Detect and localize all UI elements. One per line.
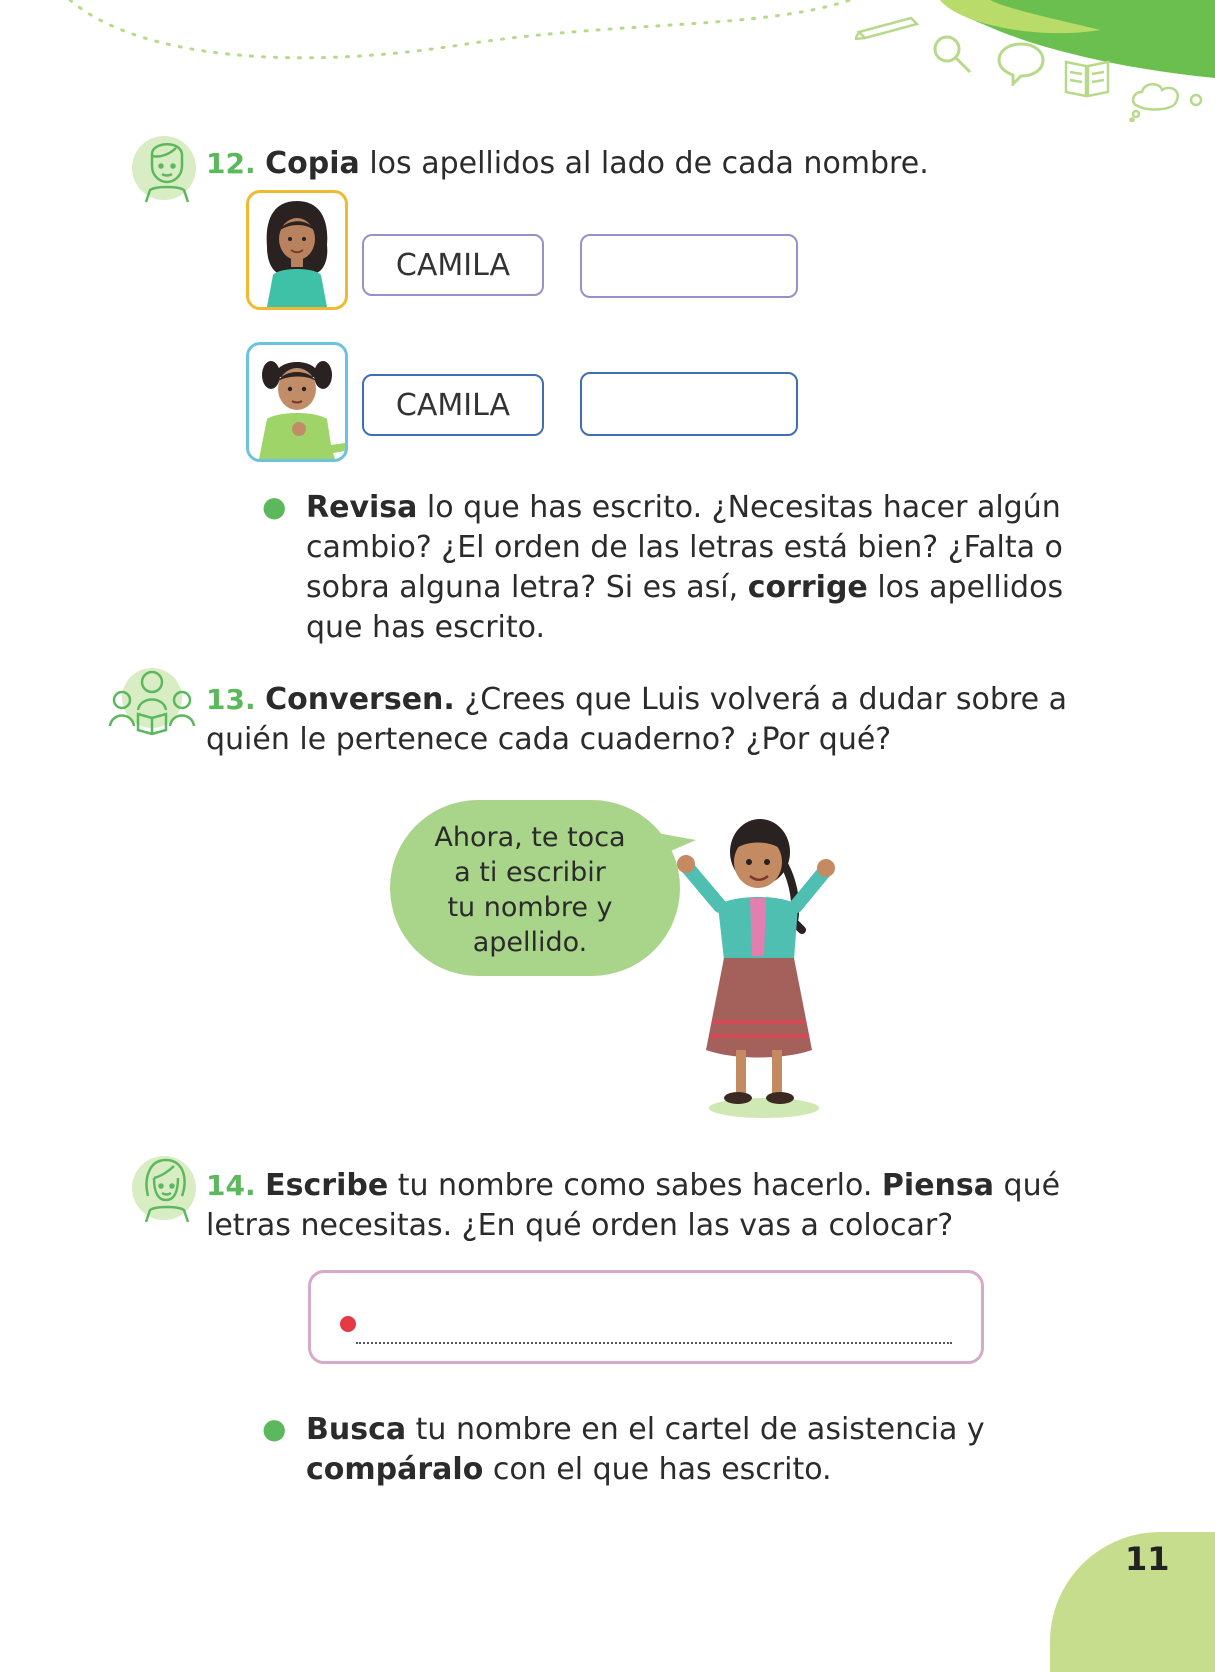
girl-character-illustration <box>674 810 844 1120</box>
bullet-icon: ● <box>262 490 287 523</box>
search-text-1: tu nombre en el cartel de asistencia y <box>406 1412 985 1447</box>
page-number: 11 <box>1125 1540 1170 1578</box>
instruction-verb: Copia <box>265 146 360 181</box>
name-box-1: CAMILA <box>362 234 544 296</box>
start-dot-icon <box>340 1316 356 1332</box>
search-verb: Busca <box>306 1412 407 1447</box>
student-portrait-2 <box>246 342 348 462</box>
review-paragraph <box>306 488 1096 648</box>
review-text-2: los apellidos que has escrito. <box>306 570 1064 645</box>
instruction-text-2: qué letras necesitas. ¿En qué orden las vas a colocar? <box>206 1168 1061 1243</box>
girl-illustration <box>249 193 345 307</box>
bullet-icon: ● <box>262 1412 287 1445</box>
write-verb: Escribe <box>265 1168 389 1203</box>
bubble-line: a ti escribir <box>454 857 606 888</box>
question-number: 12. <box>206 147 256 180</box>
instruction-text-1: tu nombre como sabes hacerlo. <box>388 1168 882 1203</box>
name-box-2: CAMILA <box>362 374 544 436</box>
surname-input-2[interactable] <box>580 372 798 436</box>
compare-verb: compáralo <box>306 1452 484 1487</box>
bubble-line: apellido. <box>472 927 588 958</box>
student-portrait-1 <box>246 190 348 310</box>
question-14 <box>206 1166 1086 1246</box>
search-text-2: con el que has escrito. <box>483 1452 832 1487</box>
think-verb: Piensa <box>881 1168 994 1203</box>
name-writing-area[interactable] <box>308 1270 984 1364</box>
correct-verb: corrige <box>747 570 868 605</box>
speech-bubble-text <box>390 820 670 960</box>
surname-input-1[interactable] <box>580 234 798 298</box>
bubble-line: tu nombre y <box>447 892 613 923</box>
girl-pigtails-illustration <box>249 345 345 459</box>
individual-work-icon <box>130 1152 200 1224</box>
individual-work-icon <box>130 132 200 204</box>
instruction-text: los apellidos al lado de cada nombre. <box>359 146 929 181</box>
instruction-text: ¿Crees que Luis volverá a dudar sobre a quién le pertenece cada cuaderno? ¿Por qué? <box>206 682 1067 757</box>
question-13 <box>206 680 1086 760</box>
book-icon <box>1062 56 1112 100</box>
question-12 <box>206 144 1106 184</box>
review-text-1: lo que has escrito. ¿Necesitas hacer algún cambio? ¿El orden de las letras está bien? ¿Falta o sobra alguna letra? Si es así, <box>306 490 1063 605</box>
thought-cloud-icon <box>1128 76 1208 122</box>
review-verb: Revisa <box>306 490 418 525</box>
group-work-icon <box>104 664 200 736</box>
writing-guide-line <box>356 1342 952 1344</box>
search-paragraph <box>306 1410 1086 1490</box>
question-number: 13. <box>206 683 256 716</box>
bubble-line: Ahora, te toca <box>434 822 626 853</box>
magnifier-icon <box>930 32 976 78</box>
instruction-verb: Conversen. <box>265 682 455 717</box>
pencil-icon <box>855 12 925 40</box>
speech-bubble-icon <box>995 40 1047 86</box>
question-number: 14. <box>206 1169 256 1202</box>
